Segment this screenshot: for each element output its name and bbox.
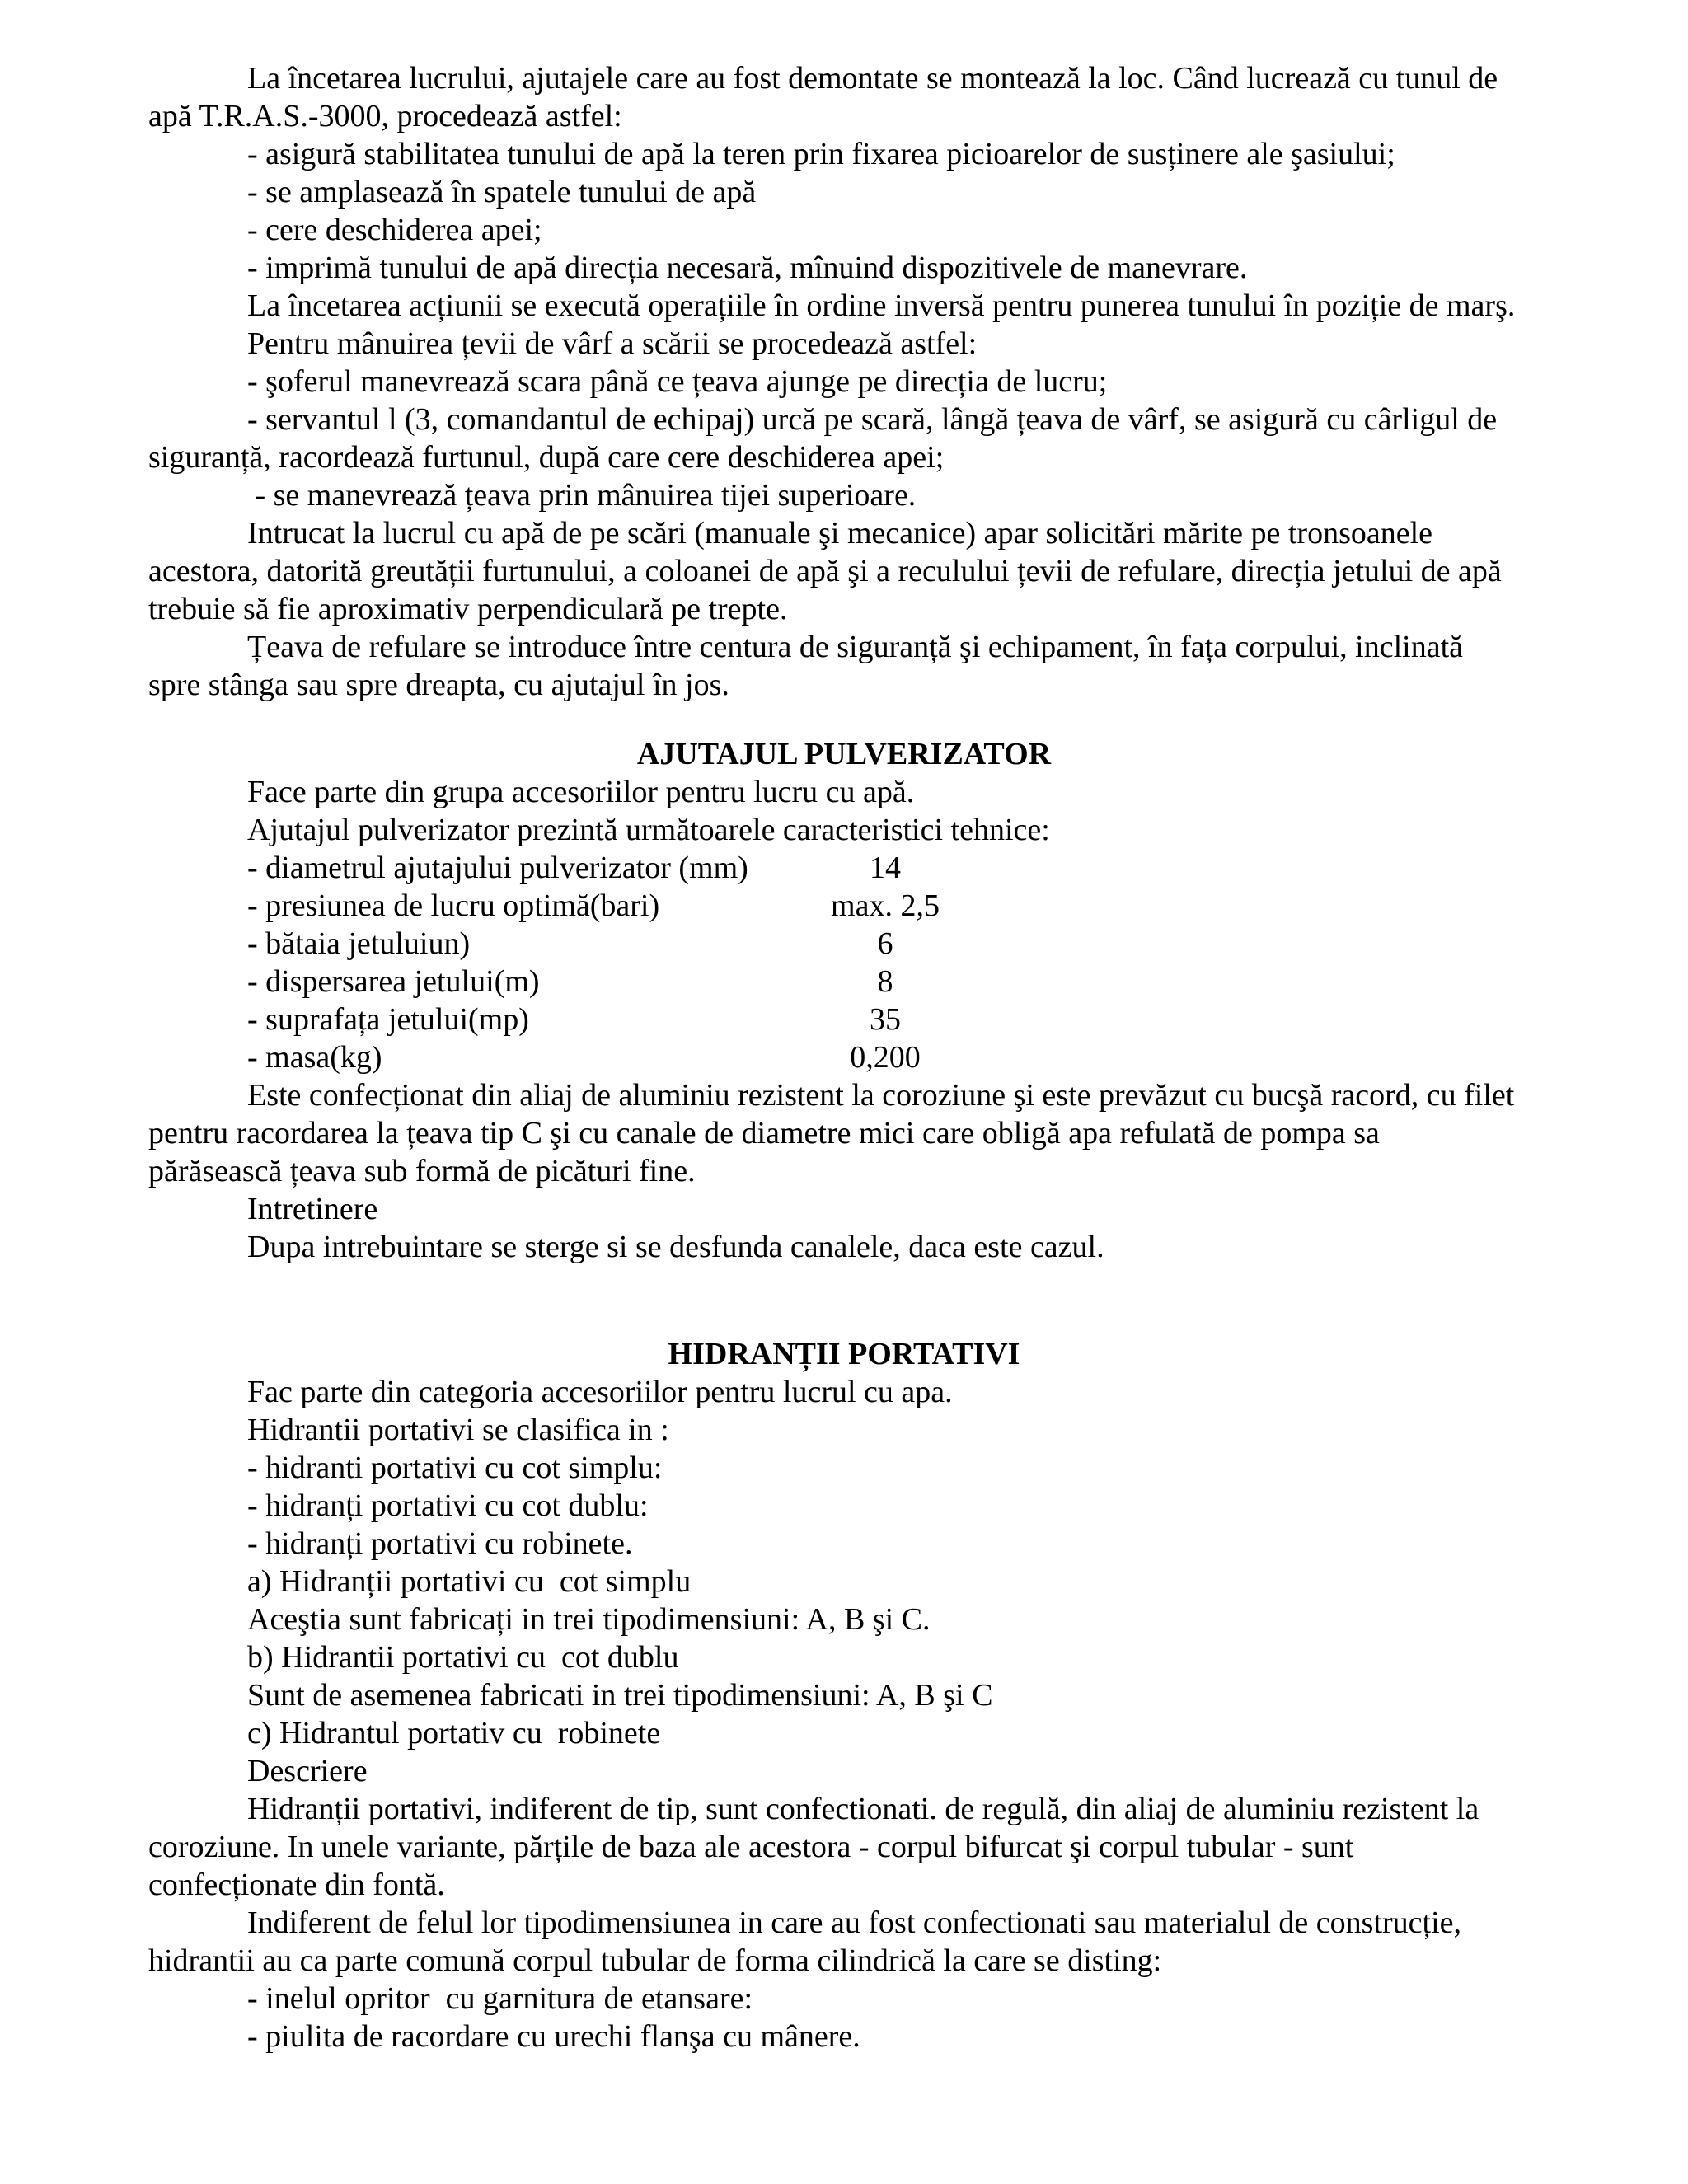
- list-item: - se manevrează țeava prin mânuirea tijei superioare.: [247, 478, 917, 513]
- paragraph-line: trebuie să fie aproximativ perpendiculară pe trepte.: [148, 592, 788, 626]
- list-item: - servantul l (3, comandantul de echipaj) urcă pe scară, lângă țeava de vârf, se asigură cu cârligul de: [247, 402, 1498, 437]
- spec-label: - bătaia jetuluiun): [247, 926, 471, 961]
- paragraph-line: Intrucat la lucrul cu apă de pe scări (manuale şi mecanice) apar solicitări mărite pe tronsoanele: [247, 516, 1433, 551]
- spec-value: 8: [877, 964, 893, 999]
- paragraph-line: apă T.R.A.S.-3000, procedează astfel:: [148, 99, 622, 134]
- list-item: - asigură stabilitatea tunului de apă la teren prin fixarea picioarelor de susținere ale şasiului;: [247, 137, 1395, 171]
- paragraph-line: Ajutajul pulverizator prezintă următoarele caracteristici tehnice:: [247, 813, 1050, 847]
- list-item: - cere deschiderea apei;: [247, 213, 542, 247]
- subheading: b) Hidrantii portativi cu cot dublu: [247, 1640, 679, 1675]
- paragraph-line: Hidrantii portativi se clasifica in :: [247, 1413, 669, 1447]
- paragraph-line: La încetarea acțiunii se execută operațiile în ordine inversă pentru punerea tunului în poziție de marş.: [247, 288, 1516, 323]
- spec-value: max. 2,5: [831, 888, 940, 923]
- section-heading: HIDRANȚII PORTATIVI: [668, 1337, 1020, 1371]
- paragraph-line: Țeava de refulare se introduce între centura de siguranță şi echipament, în fața corpului, inclinată: [247, 630, 1464, 664]
- paragraph-line: Hidranții portativi, indiferent de tip, sunt confectionati. de regulă, din aliaj de aluminiu rezistent la: [247, 1792, 1479, 1826]
- list-item: - hidranți portativi cu robinete.: [247, 1526, 633, 1561]
- list-item: - imprimă tunului de apă direcția necesară, mînuind dispozitivele de manevrare.: [247, 251, 1248, 285]
- list-item: - inelul opritor cu garnitura de etansare:: [247, 1981, 753, 2016]
- paragraph-line: La încetarea lucrului, ajutajele care au fost demontate se montează la loc. Când lucrează cu tunul de: [247, 61, 1498, 96]
- section-heading: AJUTAJUL PULVERIZATOR: [636, 737, 1052, 771]
- list-item: - hidranti portativi cu cot simplu:: [247, 1451, 663, 1485]
- subheading: a) Hidranții portativi cu cot simplu: [247, 1564, 692, 1599]
- spec-label: - presiunea de lucru optimă(bari): [247, 888, 660, 923]
- paragraph-line: acestora, datorită greutății furtunului, a coloanei de apă şi a reculului țevii de refulare, direcția jetului de apă: [148, 554, 1502, 588]
- spec-label: - diametrul ajutajului pulverizator (mm): [247, 851, 748, 885]
- paragraph-line: Este confecționat din aliaj de aluminiu rezistent la coroziune şi este prevăzut cu bucşă racord, cu filet: [247, 1078, 1515, 1113]
- paragraph-line: Aceştia sunt fabricați in trei tipodimensiuni: A, B şi C.: [247, 1602, 931, 1637]
- spec-value: 6: [877, 926, 893, 961]
- list-item: - şoferul manevrează scara până ce țeava ajunge pe direcția de lucru;: [247, 364, 1108, 399]
- spec-value: 35: [870, 1002, 901, 1037]
- paragraph-line: spre stânga sau spre dreapta, cu ajutajul în jos.: [148, 668, 729, 702]
- spec-label: - suprafața jetului(mp): [247, 1002, 529, 1037]
- subheading: Descriere: [247, 1754, 368, 1788]
- spec-value: 0,200: [850, 1040, 921, 1075]
- paragraph-line: Fac parte din categoria accesoriilor pentru lucrul cu apa.: [247, 1375, 953, 1409]
- subheading: Intretinere: [247, 1192, 378, 1226]
- paragraph-line: părăsească țeava sub formă de picături fine.: [148, 1154, 696, 1188]
- paragraph-line: Dupa intrebuintare se sterge si se desfunda canalele, daca este cazul.: [247, 1230, 1104, 1264]
- paragraph-line: pentru racordarea la țeava tip C şi cu canale de diametre mici care obligă apa refulată de pompa sa: [148, 1116, 1380, 1151]
- paragraph-line: Sunt de asemenea fabricati in trei tipodimensiuni: A, B şi C: [247, 1678, 993, 1713]
- paragraph-line: siguranță, racordează furtunul, după care cere deschiderea apei;: [148, 440, 945, 475]
- paragraph-line: Pentru mânuirea țevii de vârf a scării se procedează astfel:: [247, 326, 978, 361]
- list-item: - se amplasează în spatele tunului de apă: [247, 175, 757, 209]
- paragraph-line: confecționate din fontă.: [148, 1868, 445, 1902]
- subheading: c) Hidrantul portativ cu robinete: [247, 1716, 661, 1750]
- paragraph-line: coroziune. In unele variante, părțile de baza ale acestora - corpul bifurcat şi corpul tubular - sunt: [148, 1830, 1354, 1864]
- spec-label: - masa(kg): [247, 1040, 382, 1075]
- spec-label: - dispersarea jetului(m): [247, 964, 540, 999]
- list-item: - piulita de racordare cu urechi flanşa cu mânere.: [247, 2019, 860, 2054]
- list-item: - hidranți portativi cu cot dublu:: [247, 1488, 649, 1523]
- paragraph-line: Face parte din grupa accesoriilor pentru lucru cu apă.: [247, 775, 915, 809]
- spec-value: 14: [870, 851, 901, 885]
- paragraph-line: hidrantii au ca parte comună corpul tubular de forma cilindrică la care se disting:: [148, 1943, 1162, 1978]
- paragraph-line: Indiferent de felul lor tipodimensiunea in care au fost confectionati sau materialul de construcție,: [247, 1905, 1462, 1940]
